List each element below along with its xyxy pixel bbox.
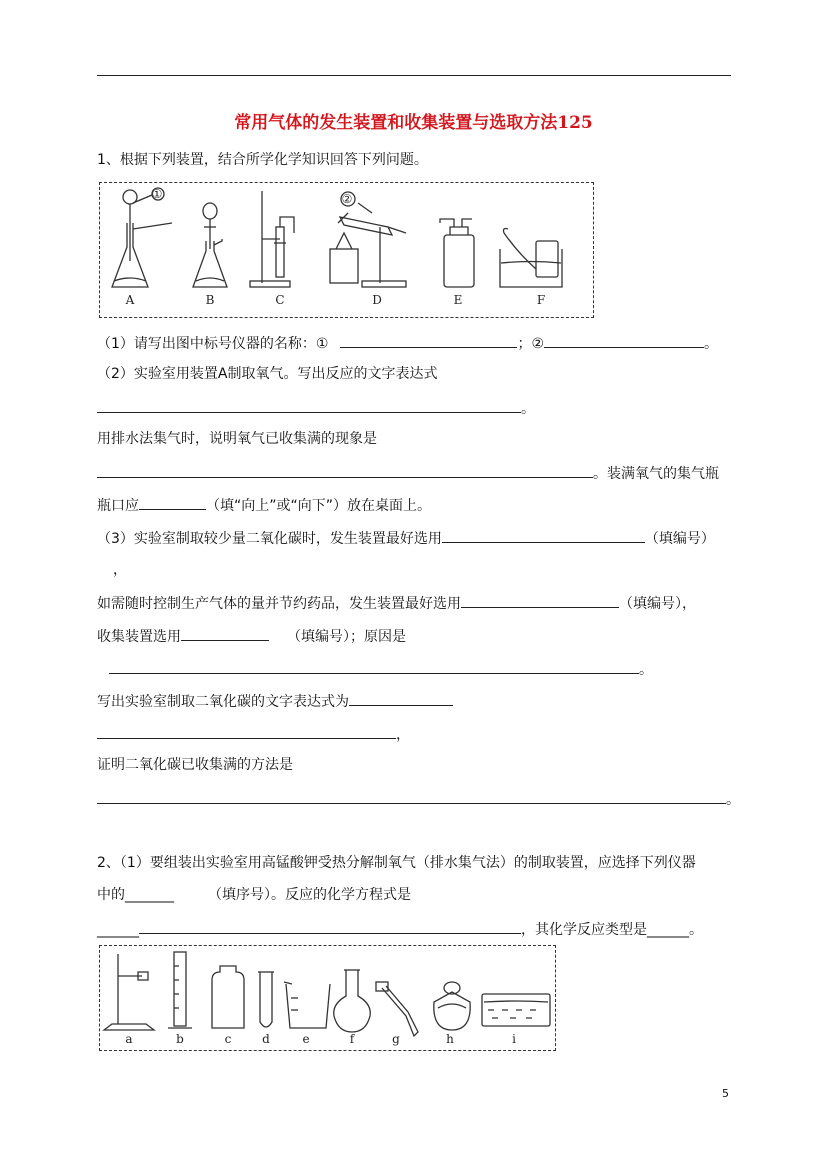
answer-blank-6[interactable]	[442, 527, 645, 543]
q2-line-2	[97, 885, 411, 905]
label-f: f	[349, 1032, 355, 1046]
q2-line-3	[97, 918, 703, 940]
q1-line-3	[97, 397, 535, 419]
label-h: h	[446, 1032, 454, 1046]
label-b: b	[176, 1032, 184, 1046]
q1-line-8	[97, 592, 696, 614]
page-title: 常用气体的发生装置和收集装置与选取方法125	[234, 113, 593, 133]
label-d: d	[262, 1032, 270, 1046]
q1-line-6-b: （填“向上”或“向下”）放在桌面上。	[206, 498, 432, 514]
answer-blank-8[interactable]	[181, 625, 269, 641]
label-a: a	[125, 1032, 133, 1046]
q1-part1-text: （1）请写出图中标号仪器的名称：①	[97, 336, 329, 352]
answer-blank-11[interactable]	[97, 723, 396, 739]
apparatus-figure-1	[99, 182, 594, 318]
answer-blank-2[interactable]	[544, 332, 704, 348]
q1-line-7-a: （3）实验室制取较少量二氧化碳时，发生装置最好选用	[97, 531, 442, 547]
header-rule	[97, 75, 731, 76]
q1-line-14-end: 。	[726, 792, 740, 808]
q1-line-9-a: 收集装置选用	[97, 629, 181, 645]
apparatus-drawing-2	[100, 946, 555, 1050]
answer-blank-7[interactable]	[461, 592, 619, 608]
q1-line-8-b: （填编号），	[619, 596, 696, 612]
label-g: g	[392, 1032, 400, 1046]
q1-stem: 1、根据下列装置，结合所学化学知识回答下列问题。	[97, 152, 428, 168]
q1-line-3-end: 。	[521, 401, 535, 417]
q1-line-10-end: 。	[639, 662, 653, 678]
q1-line-11	[97, 690, 453, 712]
q1-line-9	[97, 625, 406, 647]
q2-line-1: 2、（1）要组装出实验室用高锰酸钾受热分解制氧气（排水集气法）的制取装置，应选择下列仪器	[97, 855, 696, 871]
apparatus-figure-2	[99, 945, 556, 1051]
label-A: A	[125, 293, 135, 307]
q1-line-12	[97, 723, 410, 745]
q1-line-1	[97, 332, 718, 354]
q1-line-10	[97, 658, 653, 680]
q1-line-7-comma: ，	[113, 562, 127, 578]
q1-line-5	[97, 462, 719, 484]
q1-line-7-b: （填编号）	[644, 531, 715, 547]
answer-blank-12[interactable]	[97, 788, 726, 804]
answer-blank-3[interactable]	[97, 397, 521, 413]
q1-line-14	[97, 788, 740, 810]
q1-line-2: （2）实验室用装置A制取氧气。写出反应的文字表达式	[97, 366, 438, 382]
label-F: F	[536, 293, 546, 307]
q1-line-9-b: （填编号）；原因是	[287, 629, 406, 645]
q1-line-8-a: 如需随时控制生产气体的量并节约药品，发生装置最好选用	[97, 596, 461, 612]
answer-blank-9[interactable]	[109, 658, 639, 674]
q1-line-6	[97, 494, 431, 516]
answer-blank-13[interactable]	[139, 918, 521, 934]
label-i: i	[512, 1032, 516, 1046]
q1-part1-end: 。	[704, 336, 719, 352]
label-c: c	[224, 1032, 232, 1046]
label-B: B	[205, 293, 215, 307]
q1-line-4: 用排水法集气时，说明氧气已收集满的现象是	[97, 431, 377, 447]
q2-line-3-a: ______	[97, 922, 139, 938]
answer-blank-4[interactable]	[97, 462, 593, 478]
answer-blank-10[interactable]	[349, 690, 453, 706]
q2-line-2-a: 中的_______	[97, 887, 174, 903]
page-number: 5	[722, 1087, 729, 1100]
answer-blank-5[interactable]	[139, 494, 206, 510]
label-C: C	[275, 293, 285, 307]
q2-line-3-b: ，其化学反应类型是______。	[521, 922, 703, 938]
q1-part1-sep: ；②	[517, 336, 545, 352]
q1-line-11-text: 写出实验室制取二氧化碳的文字表达式为	[97, 694, 349, 710]
label-D: D	[372, 293, 382, 307]
label-e: e	[302, 1032, 310, 1046]
q1-line-7	[97, 527, 715, 549]
marker-1: ①	[151, 187, 163, 201]
q2-line-2-b: （填序号）。反应的化学方程式是	[208, 887, 411, 903]
marker-2: ②	[341, 192, 353, 206]
q1-line-13: 证明二氧化碳已收集满的方法是	[97, 757, 293, 773]
answer-blank-1[interactable]	[340, 332, 517, 348]
q1-line-12-end: ，	[396, 727, 410, 743]
q1-line-5-text: 。装满氧气的集气瓶	[593, 466, 719, 482]
q1-line-6-a: 瓶口应	[97, 498, 139, 514]
apparatus-drawing-1	[100, 183, 593, 317]
label-E: E	[453, 293, 463, 307]
